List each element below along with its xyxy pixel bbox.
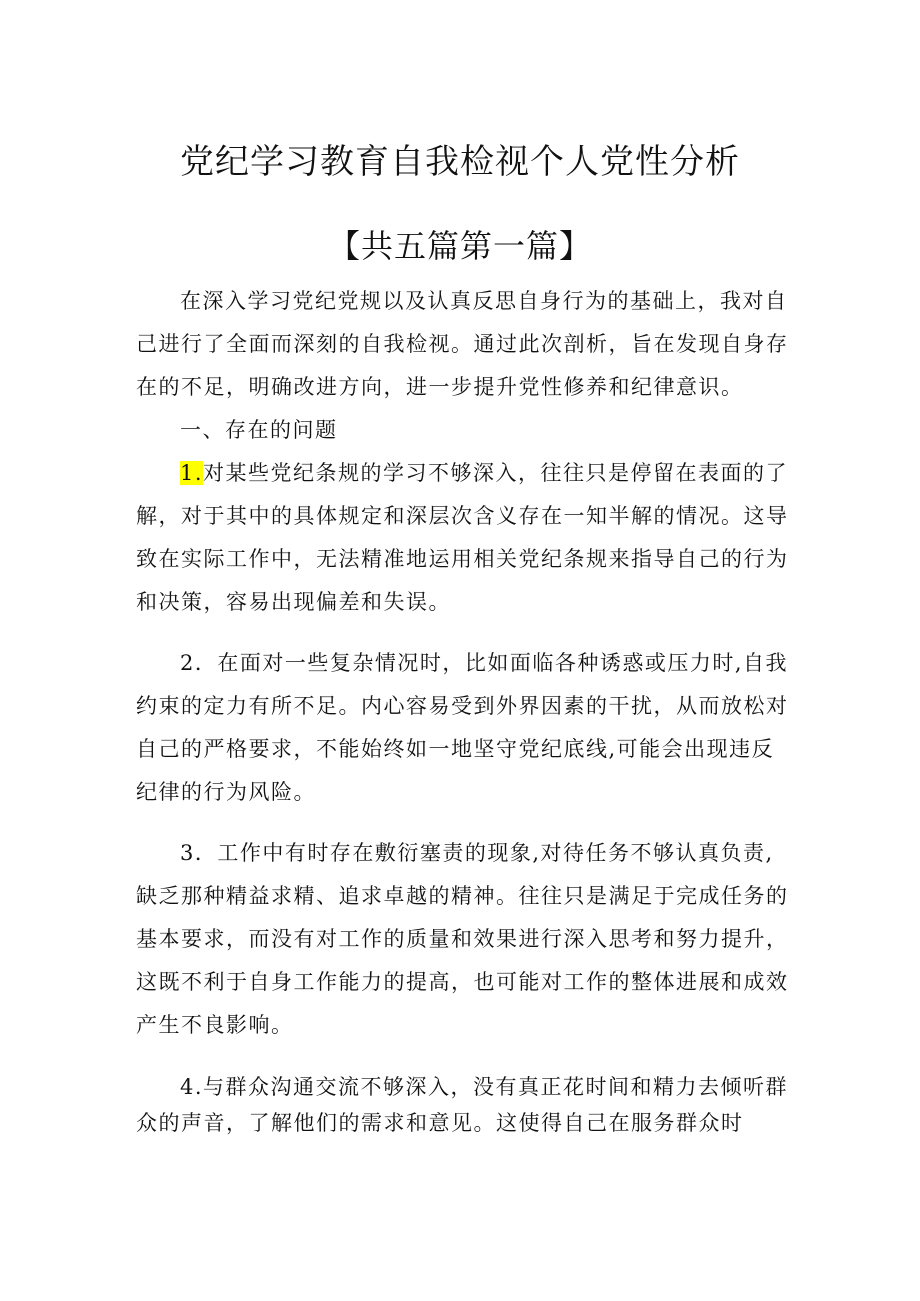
problem-item-4: 4.与群众沟通交流不够深入，没有真正花时间和精力去倾听群众的声音，了解他们的需求和意见。这使得自己在服务群众时 bbox=[136, 1075, 789, 1135]
intro-paragraph: 在深入学习党纪党规以及认真反思自身行为的基础上，我对自己进行了全面而深刻的自我检视。通过此次剖析，旨在发现自身存在的不足，明确改进方向，进一步提升党性修养和纪律意识。 bbox=[136, 289, 789, 399]
document-subtitle: 【共五篇第一篇】 bbox=[327, 227, 592, 265]
item-number-highlight: 1. bbox=[180, 461, 204, 485]
problem-item-1 bbox=[136, 452, 796, 624]
problem-item-1-text: 对某些党纪条规的学习不够深入，往往只是停留在表面的了解，对于其中的具体规定和深层次含义存在一知半解的情况。这导致在实际工作中，无法精准地运用相关党纪条规来指导自己的行为和决策，容易出现偏差和失误。 bbox=[136, 461, 789, 614]
section-heading: 一、存在的问题 bbox=[180, 418, 338, 442]
problem-item-2: 2．在面对一些复杂情况时，比如面临各种诱惑或压力时,自我约束的定力有所不足。内心容易受到外界因素的干扰，从而放松对自己的严格要求，不能始终如一地坚守党纪底线,可能会出现违反纪律的行为风险。 bbox=[136, 651, 789, 804]
problem-item-3: 3．工作中有时存在敷衍塞责的现象,对待任务不够认真负责,缺乏那种精益求精、追求卓越的精神。往往只是满足于完成任务的基本要求，而没有对工作的质量和效果进行深入思考和努力提升，这既不利于自身工作能力的提高，也可能对工作的整体进展和成效产生不良影响。 bbox=[136, 841, 789, 1037]
document-title: 党纪学习教育自我检视个人党性分析 bbox=[180, 142, 740, 182]
document-body bbox=[136, 280, 796, 1141]
